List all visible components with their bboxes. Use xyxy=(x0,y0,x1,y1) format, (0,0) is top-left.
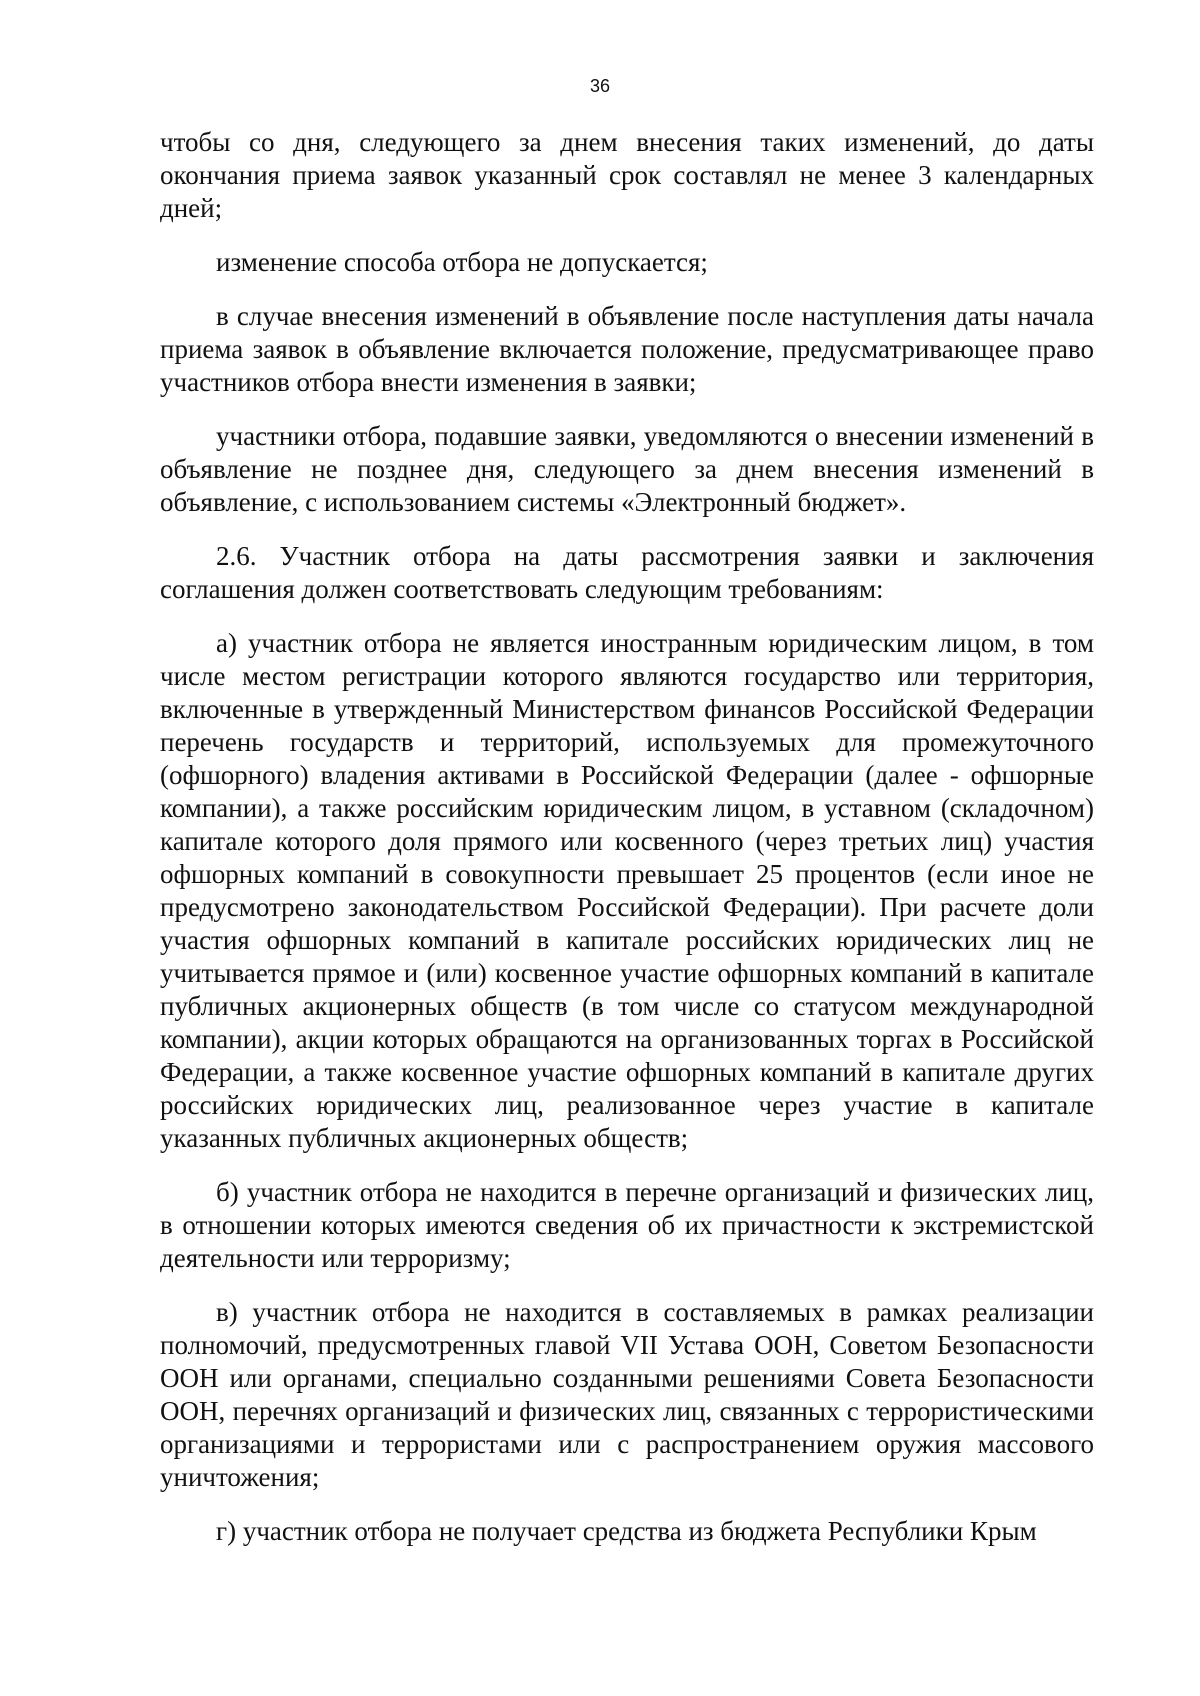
paragraph-item-b: б) участник отбора не находится в перечне организаций и физических лиц, в отношении которых имеются сведения об их причастности к экстремистской деятельности или терроризму; xyxy=(160,1177,1094,1273)
paragraph-item-g: г) участник отбора не получает средства из бюджета Республики Крым xyxy=(216,1516,1037,1546)
page-number: 36 xyxy=(589,76,611,96)
document-body xyxy=(160,126,1094,1548)
paragraph-change-applications: в случае внесения изменений в объявление после наступления даты начала приема заявок в объявление включается положение, предусматривающее право участников отбора внести изменения в заявки; xyxy=(160,301,1094,397)
paragraph-continuation: чтобы со дня, следующего за днем внесения таких изменений, до даты окончания приема заявок указанный срок составлял не менее 3 календарных дней; xyxy=(160,127,1094,223)
paragraph-item-v: в) участник отбора не находится в составляемых в рамках реализации полномочий, предусмотренных главой VII Устава ООН, Советом Безопасности ООН или органами, специально созданными решениями Совета Безопасности ООН, перечнях организаций и физических лиц, связанных с террористическими организациями и террористами или с распространением оружия массового уничтожения; xyxy=(160,1297,1094,1492)
paragraph-2-6: 2.6. Участник отбора на даты рассмотрения заявки и заключения соглашения должен соответствовать следующим требованиям: xyxy=(160,541,1094,604)
paragraph-notification: участники отбора, подавшие заявки, уведомляются о внесении изменений в объявление не позднее дня, следующего за днем внесения изменений в объявление, с использованием системы «Электронный бюджет». xyxy=(160,421,1094,517)
paragraph-selection-method: изменение способа отбора не допускается; xyxy=(216,247,708,277)
paragraph-item-a: а) участник отбора не является иностранным юридическим лицом, в том числе местом регистрации которого являются государство или территория, включенные в утвержденный Министерством финансов Российской Федерации перечень государств и территорий, используемых для промежуточного (офшорного) владения активами в Российской Федерации (далее - офшорные компании), а также российским юридическим лицом, в уставном (складочном) капитале которого доля прямого или косвенного (через третьих лиц) участия офшорных компаний в совокупности превышает 25 процентов (если иное не предусмотрено законодательством Российской Федерации). При расчете доли участия офшорных компаний в капитале российских юридических лиц не учитывается прямое и (или) косвенное участие офшорных компаний в капитале публичных акционерных обществ (в том числе со статусом международной компании), акции которых обращаются на организованных торгах в Российской Федерации, а также косвенное участие офшорных компаний в капитале других российских юридических лиц, реализованное через участие в капитале указанных публичных акционерных обществ; xyxy=(160,628,1094,1153)
